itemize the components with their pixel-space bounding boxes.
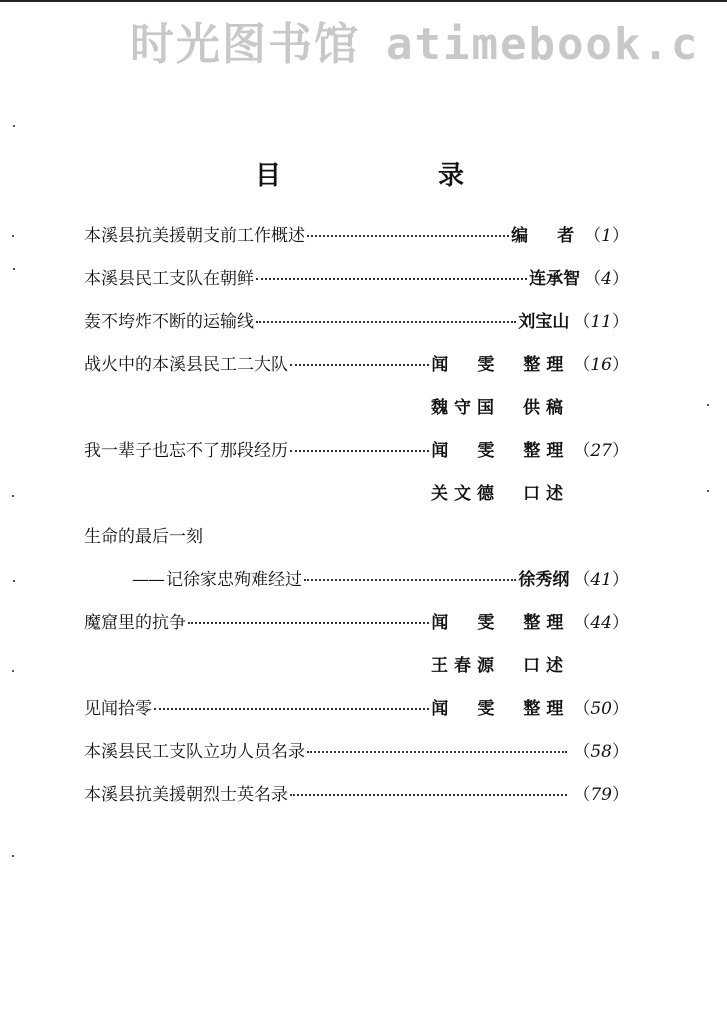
page-number: 27 — [590, 441, 612, 461]
entry-subtitle — [132, 565, 302, 590]
dot-leader — [290, 794, 567, 796]
entry-title: 本溪县抗美援朝支前工作概述 — [84, 226, 305, 246]
dot-leader — [290, 364, 429, 366]
entry-author: 闻 雯 整理 — [431, 441, 570, 461]
toc-entry[interactable] — [84, 212, 629, 255]
entry-title: 见闻拾零 — [84, 699, 152, 719]
entry-title: 生命的最后一刻 — [84, 527, 203, 547]
scan-speck — [13, 125, 15, 127]
page-number: 11 — [590, 312, 612, 332]
entry-page: （11） — [573, 312, 629, 332]
entry-contributor — [84, 642, 629, 685]
scan-speck — [707, 404, 709, 406]
subtitle-text: 记徐家忠殉难经过 — [166, 570, 302, 590]
dot-leader — [307, 235, 509, 237]
toc-entry[interactable] — [84, 685, 629, 728]
page-number: 79 — [590, 785, 612, 805]
entry-page: （50） — [573, 699, 629, 719]
scan-speck — [12, 855, 14, 857]
toc-entry[interactable] — [84, 341, 629, 384]
scan-speck — [12, 235, 14, 237]
entry-contributor — [84, 384, 629, 427]
title-char-2: 录 — [438, 161, 465, 191]
entry-page: （16） — [573, 355, 629, 375]
page-number: 1 — [601, 226, 612, 246]
page-number: 16 — [590, 355, 612, 375]
entry-page: （44） — [573, 613, 629, 633]
scan-speck — [13, 580, 15, 582]
toc-entry-subtitle[interactable] — [84, 556, 629, 599]
entry-author: 连承智 — [529, 269, 581, 289]
scan-speck — [12, 670, 14, 672]
entry-title: 本溪县抗美援朝烈士英名录 — [84, 785, 288, 805]
title-char-1: 目 — [255, 161, 282, 191]
entry-author: 闻 雯 整理 — [431, 613, 570, 633]
contributor-text: 魏守国 供稿 — [431, 398, 569, 418]
scan-speck — [13, 268, 15, 270]
entry-title: 本溪县民工支队立功人员名录 — [84, 742, 305, 762]
entry-author: 刘宝山 — [518, 312, 570, 332]
dot-leader — [290, 450, 429, 452]
subtitle-dash: —— — [132, 570, 164, 590]
page-number: 50 — [590, 699, 612, 719]
entry-title: 本溪县民工支队在朝鲜 — [84, 269, 254, 289]
page-number: 4 — [601, 269, 612, 289]
dot-leader — [154, 708, 429, 710]
scan-speck — [12, 495, 14, 497]
entry-author: 闻 雯 整理 — [431, 699, 570, 719]
watermark-url: atimebook.c — [386, 19, 700, 70]
entry-page: （79） — [573, 785, 629, 805]
watermark — [130, 8, 699, 72]
dot-leader — [307, 751, 567, 753]
entry-title: 战火中的本溪县民工二大队 — [84, 355, 288, 375]
scan-speck — [707, 490, 709, 492]
page-number: 44 — [590, 613, 612, 633]
toc-entry[interactable] — [84, 728, 629, 771]
page-number: 41 — [590, 570, 612, 590]
dot-leader — [256, 278, 527, 280]
entry-author: 闻 雯 整理 — [431, 355, 570, 375]
toc-entry[interactable] — [84, 771, 629, 814]
entry-author: 编 者 — [511, 226, 581, 246]
contributor-text: 关文德 口述 — [431, 484, 569, 504]
dot-leader — [188, 622, 429, 624]
entry-title: 我一辈子也忘不了那段经历 — [84, 441, 288, 461]
toc-entry[interactable] — [84, 427, 629, 470]
toc-entry[interactable] — [84, 255, 629, 298]
toc-entry[interactable] — [84, 513, 629, 556]
entry-author: 徐秀纲 — [518, 570, 570, 590]
dot-leader — [304, 579, 516, 581]
entry-page: （41） — [573, 570, 629, 590]
watermark-chinese: 时光图书馆 — [130, 19, 360, 70]
page-number: 58 — [590, 742, 612, 762]
entry-title: 轰不垮炸不断的运输线 — [84, 312, 254, 332]
table-of-contents — [84, 212, 629, 814]
entry-contributor — [84, 470, 629, 513]
dot-leader — [256, 321, 516, 323]
contributor-text: 王春源 口述 — [431, 656, 569, 676]
top-border-line — [0, 0, 727, 2]
entry-title: 魔窟里的抗争 — [84, 613, 186, 633]
entry-page: （1） — [584, 226, 629, 246]
toc-entry[interactable] — [84, 298, 629, 341]
entry-page: （4） — [584, 269, 629, 289]
toc-entry[interactable] — [84, 599, 629, 642]
page-title — [0, 155, 727, 195]
entry-page: （58） — [573, 742, 629, 762]
entry-page: （27） — [573, 441, 629, 461]
